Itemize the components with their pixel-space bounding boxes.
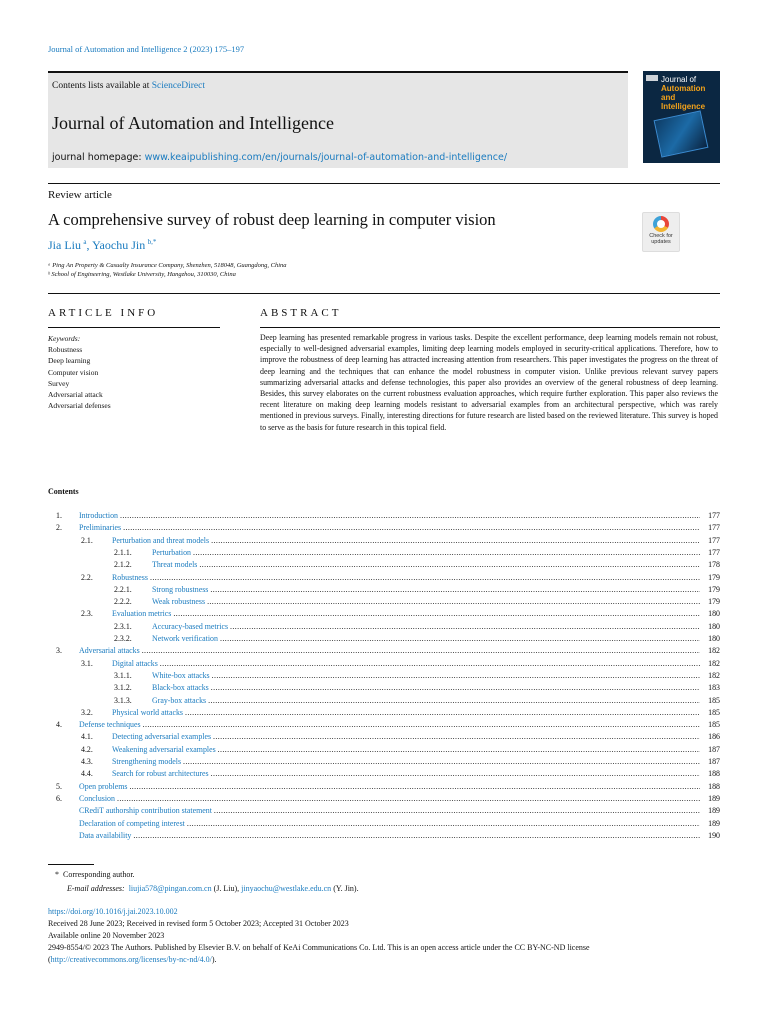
toc-entry[interactable]	[48, 708, 720, 720]
toc-page-number: 190	[708, 830, 720, 840]
toc-number: 2.1.1.	[114, 547, 132, 557]
toc-page-number: 185	[708, 707, 720, 717]
author-name[interactable]: Yaochu Jin	[92, 238, 146, 252]
toc-leader	[193, 548, 700, 557]
toc-entry[interactable]	[48, 769, 720, 781]
keyword: Survey	[48, 378, 70, 388]
divider	[260, 327, 720, 328]
divider	[48, 183, 720, 184]
toc-leader	[133, 831, 700, 840]
doi-link[interactable]: https://doi.org/10.1016/j.jai.2023.10.002	[48, 907, 178, 916]
toc-label[interactable]: Evaluation metrics	[112, 609, 172, 619]
toc-entry[interactable]	[48, 523, 720, 535]
contents-prefix: Contents lists available at	[52, 81, 152, 91]
toc-page-number: 183	[708, 683, 720, 693]
toc-leader	[173, 609, 700, 618]
toc-page-number: 182	[708, 658, 720, 668]
toc-page-number: 185	[708, 720, 720, 730]
journal-reference[interactable]: Journal of Automation and Intelligence 2 (2023) 175–197	[48, 44, 245, 54]
toc-number: 2.3.1.	[114, 621, 132, 631]
toc-page-number: 179	[708, 597, 720, 607]
toc-label[interactable]: Digital attacks	[112, 658, 158, 668]
crossmark-icon	[653, 216, 669, 232]
toc-entry[interactable]	[48, 634, 720, 646]
toc-entry[interactable]	[48, 831, 720, 843]
footnote-marker: *	[55, 870, 59, 879]
toc-number: 4.	[56, 720, 62, 730]
toc-label[interactable]: Accuracy-based metrics	[152, 621, 229, 631]
toc-number: 2.	[56, 523, 62, 533]
affiliation: ᵇ School of Engineering, Westlake University, Hangzhou, 310030, China	[48, 271, 236, 278]
toc-page-number: 189	[708, 793, 720, 803]
toc-entry[interactable]	[48, 560, 720, 572]
toc-page-number: 180	[708, 621, 720, 631]
toc-leader	[214, 806, 700, 815]
journal-title: Journal of Automation and Intelligence	[52, 113, 334, 133]
toc-page-number: 188	[708, 781, 720, 791]
email-note: (J. Liu),	[211, 884, 242, 893]
toc-entry[interactable]	[48, 794, 720, 806]
toc-page-number: 177	[708, 523, 720, 533]
toc-leader	[142, 646, 700, 655]
toc-page-number: 185	[708, 695, 720, 705]
toc-number: 3.1.	[81, 658, 93, 668]
article-info-heading: ARTICLE INFO	[48, 307, 159, 319]
toc-page-number: 177	[708, 511, 720, 520]
toc-label[interactable]: Introduction	[79, 511, 119, 520]
toc-page-number: 179	[708, 584, 720, 594]
toc-label[interactable]: Threat models	[152, 560, 198, 570]
journal-cover-image	[643, 71, 720, 163]
toc-number: 2.2.1.	[114, 584, 132, 594]
toc-label[interactable]: Robustness	[112, 572, 148, 582]
toc-leader	[199, 560, 700, 569]
toc-leader	[117, 794, 700, 803]
toc-number: 3.	[56, 646, 62, 656]
toc-page-number: 187	[708, 744, 720, 754]
toc-leader	[211, 769, 700, 778]
toc-number: 3.1.2.	[114, 683, 132, 693]
toc-entry[interactable]	[48, 732, 720, 744]
keywords-label: Keywords:	[48, 334, 81, 343]
email-label: E-mail addresses:	[67, 884, 125, 893]
abstract-heading: ABSTRACT	[260, 307, 342, 319]
toc-leader	[211, 683, 700, 692]
toc-leader	[208, 696, 700, 705]
toc-number: 2.1.2.	[114, 560, 132, 570]
toc-label[interactable]: Weak robustness	[152, 597, 206, 607]
keyword: Computer vision	[48, 367, 99, 377]
toc-entry[interactable]	[48, 782, 720, 794]
email-note: (Y. Jin).	[331, 884, 359, 893]
toc-leader	[210, 585, 700, 594]
affiliation: ᵃ Ping An Property & Casualty Insurance Company, Shenzhen, 518048, Guangdong, China	[48, 262, 287, 269]
toc-label[interactable]: Data availability	[79, 830, 132, 840]
toc-number: 4.4.	[81, 769, 93, 779]
keywords-block	[48, 333, 111, 411]
toc-page-number: 186	[708, 732, 720, 742]
publication-details	[48, 906, 720, 966]
crossmark-label: Check for updates	[649, 233, 673, 245]
toc-entry[interactable]	[48, 646, 720, 658]
email-link[interactable]: jinyaochu@westlake.edu.cn	[241, 884, 332, 893]
toc-label[interactable]: Perturbation and threat models	[112, 535, 210, 545]
toc-leader	[207, 597, 700, 606]
toc-number: 4.1.	[81, 732, 93, 742]
toc-number: 2.3.2.	[114, 634, 132, 643]
toc-page-number: 189	[708, 818, 720, 828]
toc-entry[interactable]	[48, 806, 720, 818]
abstract-text: Deep learning has presented remarkable progress in various tasks. Despite the excellent performance, deep learning models remain not robust, especially to well-designed adversarial examples, limiting deep learning models employed in security-critical applications. Therefore, how to improve the robustness of deep learning has attracted increasing attention from researchers. This paper investigates the progress on the threat of deep learning and the techniques that can enhance the model robustness in computer vision. Unlike previous relevant survey papers summarizing adversarial attacks and defense technologies, this paper also provides an overview of the general robustness of deep learning. Besides, this survey elaborates on the current robustness evaluation approaches, which require further exploration. This paper also reviews the recent literature on making deep learning models resistant to adversarial examples from an architectural perspective, which was rarely mentioned in previous surveys. Finally, interesting directions for future research are listed based on the reviewed literature. This survey is hoped to serve as the basis for future research in this topical field.	[260, 333, 718, 432]
toc-number: 6.	[56, 793, 62, 803]
toc-leader	[185, 708, 700, 717]
toc-entry[interactable]	[48, 511, 720, 523]
footnote	[55, 868, 359, 896]
toc-number: 1.	[56, 511, 62, 520]
toc-leader	[230, 622, 700, 631]
author-affiliation-mark: a	[83, 238, 87, 246]
toc-label[interactable]: CRediT authorship contribution statement	[79, 806, 212, 816]
article-type: Review article	[48, 189, 112, 201]
toc-leader	[183, 757, 700, 766]
toc-entry[interactable]	[48, 597, 720, 609]
journal-homepage	[52, 152, 507, 163]
license-link[interactable]: http://creativecommons.org/licenses/by-nc-nd/4.0/	[50, 955, 212, 964]
toc-number: 3.1.3.	[114, 695, 132, 705]
toc-page-number: 180	[708, 609, 720, 619]
license-statement: 2949-8554/© 2023 The Authors. Published by Elsevier B.V. on behalf of KeAi Communications Co. Ltd. This is an open access article under the CC BY-NC-ND license (http://creativecommons.org/licenses/by-nc-nd/4.0/).	[48, 943, 590, 964]
toc-entry[interactable]	[48, 585, 720, 597]
toc-label[interactable]: Adversarial attacks	[79, 646, 140, 656]
toc-label[interactable]: Black-box attacks	[152, 683, 209, 693]
keyword: Deep learning	[48, 356, 91, 366]
cover-publisher-mark	[646, 75, 658, 81]
toc-label[interactable]: Gray-box attacks	[152, 695, 207, 705]
toc-page-number: 178	[708, 560, 720, 570]
toc-label[interactable]: Perturbation	[152, 547, 192, 557]
toc-leader	[120, 511, 700, 520]
toc-entry[interactable]	[48, 720, 720, 732]
author-name[interactable]: Jia Liu	[48, 238, 81, 252]
divider	[48, 327, 220, 328]
toc-number: 2.2.2.	[114, 597, 132, 607]
footnote-divider	[48, 864, 94, 865]
toc-leader	[143, 720, 700, 729]
history-dates: Received 28 June 2023; Received in revised form 5 October 2023; Accepted 31 October 2023	[48, 919, 349, 928]
journal-banner	[48, 71, 628, 168]
toc-entry[interactable]	[48, 536, 720, 548]
toc-entry[interactable]	[48, 622, 720, 634]
available-online: Available online 20 November 2023	[48, 931, 165, 940]
toc-leader	[187, 819, 700, 828]
cover-line-3: and Intelligence	[661, 93, 706, 111]
toc-number: 2.2.	[81, 572, 93, 582]
article-title: A comprehensive survey of robust deep learning in computer vision	[48, 210, 496, 229]
toc-page-number: 189	[708, 806, 720, 816]
keyword: Adversarial defenses	[48, 401, 111, 411]
corresponding-author-note: Corresponding author.	[63, 870, 135, 879]
toc-entry[interactable]	[48, 573, 720, 585]
toc-entry[interactable]	[48, 609, 720, 621]
toc-label[interactable]: White-box attacks	[152, 670, 210, 680]
toc-leader	[218, 745, 700, 754]
toc-label[interactable]: Conclusion	[79, 793, 115, 803]
toc-label[interactable]: Network verification	[152, 634, 218, 643]
toc-entry[interactable]	[48, 757, 720, 769]
toc-number: 4.3.	[81, 757, 93, 766]
author-affiliation-mark: b,*	[147, 238, 157, 246]
contents-heading: Contents	[48, 487, 79, 496]
toc-leader	[213, 732, 700, 741]
toc-label[interactable]: Detecting adversarial examples	[112, 732, 212, 742]
toc-number: 5.	[56, 781, 62, 791]
toc-label[interactable]: Strong robustness	[152, 584, 209, 594]
toc-leader	[160, 659, 700, 668]
toc-leader	[129, 782, 700, 791]
check-for-updates-badge[interactable]	[642, 212, 680, 252]
toc-entry[interactable]	[48, 671, 720, 683]
toc-number: 4.2.	[81, 744, 93, 754]
homepage-prefix: journal homepage:	[52, 152, 145, 163]
keyword: Robustness	[48, 345, 83, 355]
toc-label[interactable]: Strengthening models	[112, 757, 182, 766]
toc-leader	[212, 671, 700, 680]
toc-number: 3.2.	[81, 707, 93, 717]
cover-chip-graphic	[654, 110, 709, 157]
toc-page-number: 182	[708, 670, 720, 680]
toc-number: 2.3.	[81, 609, 93, 619]
toc-entry[interactable]	[48, 745, 720, 757]
toc-label[interactable]: Declaration of competing interest	[79, 818, 185, 828]
toc-label[interactable]: Weakening adversarial examples	[112, 744, 216, 754]
toc-label[interactable]: Physical world attacks	[112, 707, 184, 717]
toc-label[interactable]: Open problems	[79, 781, 128, 791]
toc-page-number: 179	[708, 572, 720, 582]
toc-entry[interactable]	[48, 548, 720, 560]
toc-page-number: 177	[708, 547, 720, 557]
toc-leader	[220, 634, 700, 643]
toc-entry[interactable]	[48, 819, 720, 831]
divider	[48, 293, 720, 294]
contents-availability	[52, 81, 205, 91]
toc-label[interactable]: Defense techniques	[79, 720, 141, 730]
toc-entry[interactable]	[48, 659, 720, 671]
toc-page-number: 182	[708, 646, 720, 656]
sciencedirect-link[interactable]: ScienceDirect	[151, 81, 206, 91]
toc-label[interactable]: Search for robust architectures	[112, 769, 209, 779]
toc-number: 2.1.	[81, 535, 93, 545]
toc-page-number: 187	[708, 757, 720, 766]
toc-label[interactable]: Preliminaries	[79, 523, 122, 533]
toc-leader	[123, 523, 700, 532]
toc-number: 3.1.1.	[114, 670, 132, 680]
toc-entry[interactable]	[48, 696, 720, 708]
cover-line-1: Journal of	[661, 75, 697, 84]
toc-leader	[150, 573, 700, 582]
toc-leader	[211, 536, 700, 545]
toc-page-number: 188	[708, 769, 720, 779]
toc-page-number: 180	[708, 634, 720, 643]
toc-page-number: 177	[708, 535, 720, 545]
homepage-link[interactable]: www.keaipublishing.com/en/journals/journal-of-automation-and-intelligence/	[144, 152, 508, 163]
cover-line-2: Automation	[661, 84, 706, 93]
cover-title	[661, 75, 720, 111]
author-list: Jia Liu $^a$, Yaochu Jin $^{b,*}$	[48, 238, 157, 252]
toc-entry[interactable]	[48, 683, 720, 695]
email-link[interactable]: liujia578@pingan.com.cn	[128, 884, 212, 893]
keyword: Adversarial attack	[48, 390, 103, 400]
